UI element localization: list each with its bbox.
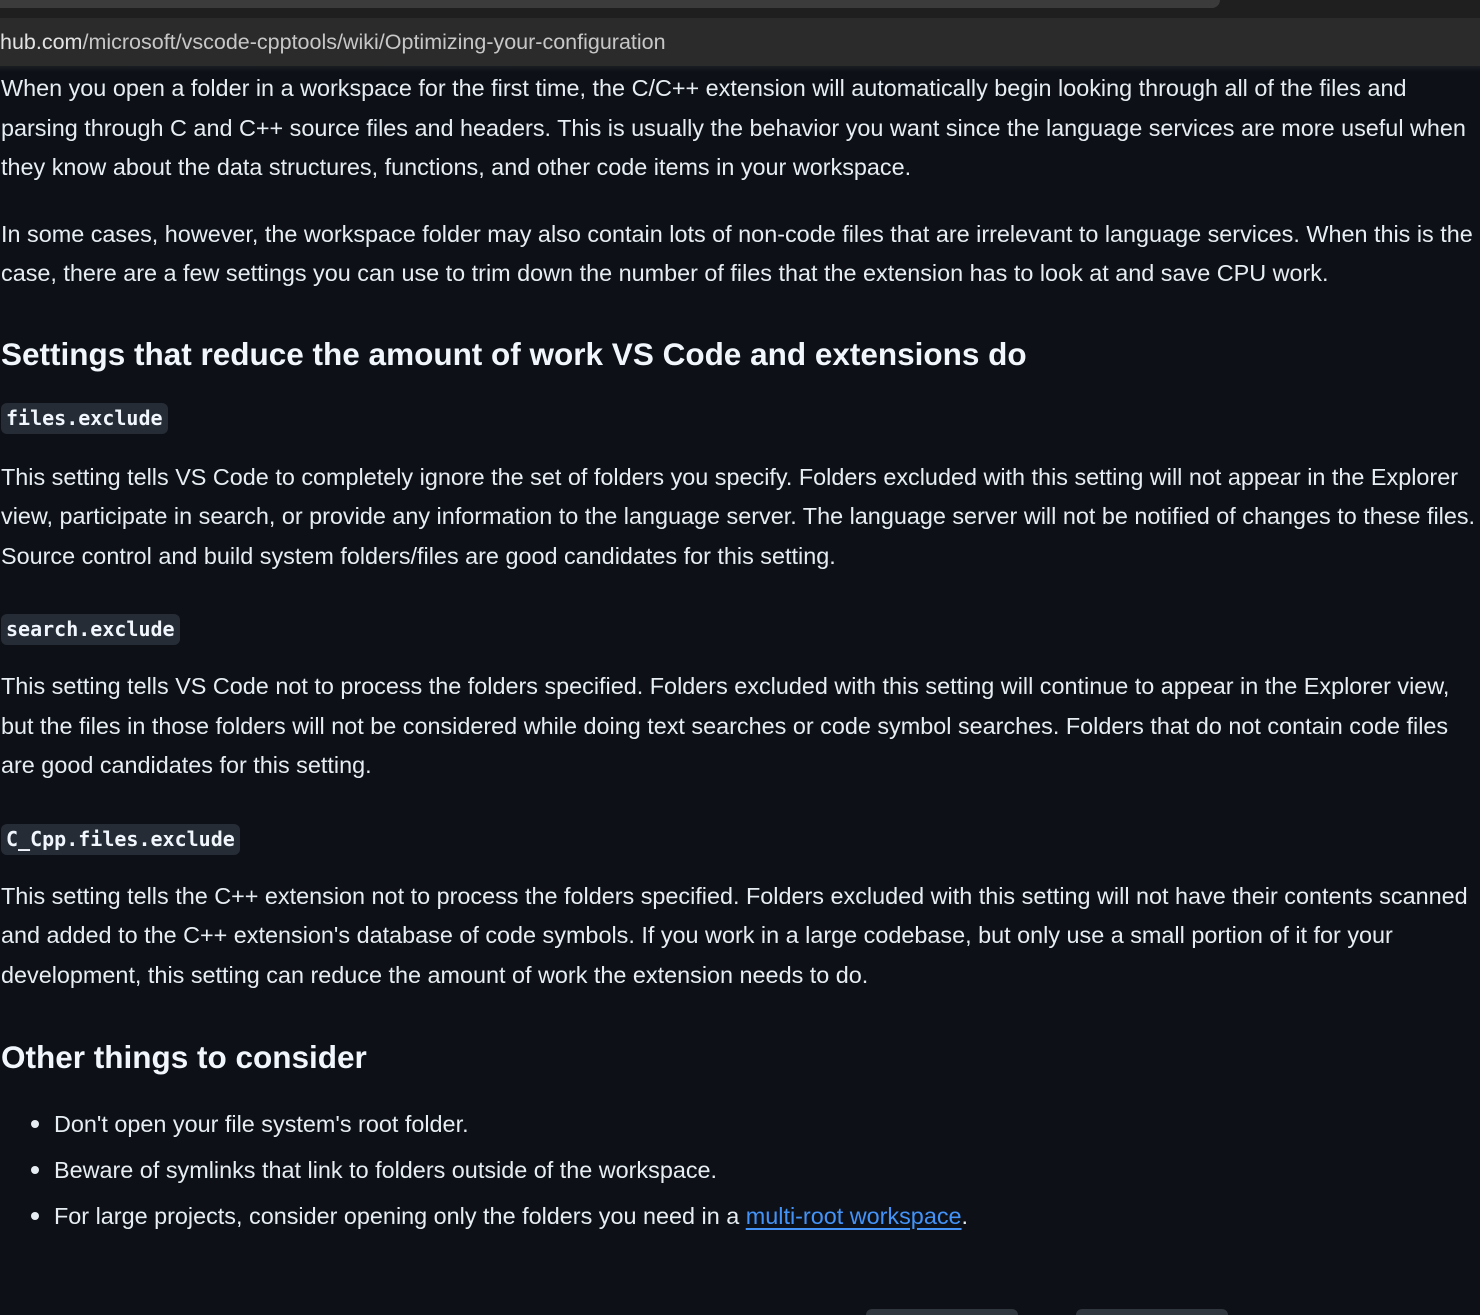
setting-name-cpp-files-exclude — [1, 823, 1477, 854]
other-things-list — [1, 1101, 1477, 1239]
intro-paragraph-2: In some cases, however, the workspace folder may also contain lots of non-code files that are irrelevant to language services. When this is the case, there are a few settings you can use to trim down the number of files that the extension has to look at and save CPU work. — [1, 220, 1473, 286]
url-host: hub.com — [0, 30, 83, 54]
browser-tab-strip — [0, 0, 1480, 18]
list-item: Beware of symlinks that link to folders outside of the workspace. — [54, 1147, 1477, 1193]
partial-button[interactable] — [1076, 1309, 1228, 1315]
multi-root-workspace-link[interactable]: multi-root workspace — [745, 1203, 962, 1229]
wiki-article-body — [1, 69, 1477, 1239]
code-search-exclude: search.exclude — [1, 614, 180, 645]
setting-name-files-exclude — [1, 402, 1477, 433]
setting-description-cpp-files-exclude: This setting tells the C++ extension not to process the folders specified. Folders excluded with this setting will not have their contents scanned and added to the C++ extension's database of code symbols. If you work in a large codebase, but only use a small portion of it for your development, this setting can reduce the amount of work the extension needs to do. — [1, 882, 1468, 988]
list-item-period: . — [961, 1203, 969, 1229]
setting-description-search-exclude: This setting tells VS Code not to process the folders specified. Folders excluded with this setting will continue to appear in the Explorer view, but the files in those folders will not be considered while doing text searches or code symbol searches. Folders that do not contain code files are good candidates for this setting. — [1, 673, 1450, 778]
code-files-exclude: files.exclude — [1, 403, 168, 434]
setting-name-search-exclude — [1, 613, 1477, 644]
code-cpp-files-exclude: C_Cpp.files.exclude — [1, 824, 240, 855]
setting-description-files-exclude: This setting tells VS Code to completely ignore the set of folders you specify. Folders excluded with this setting will not appear in the Explorer view, participate in search, or provide any information to the language server. The language server will not be notified of changes to these files. Source control and build system folders/files are good candidates for this setting. — [1, 463, 1476, 569]
section-heading-settings: Settings that reduce the amount of work VS Code and extensions do — [1, 335, 1027, 372]
list-item: Don't open your file system's root folder. — [54, 1101, 1477, 1147]
address-url[interactable] — [0, 29, 666, 55]
address-bar[interactable] — [0, 18, 1480, 66]
list-item-text: For large projects, consider opening only the folders you need in a — [54, 1203, 746, 1229]
partial-button[interactable] — [866, 1309, 1018, 1315]
section-heading-other: Other things to consider — [1, 1039, 367, 1075]
url-path: /microsoft/vscode-cpptools/wiki/Optimizing-your-configuration — [82, 30, 666, 54]
intro-paragraph-1: When you open a folder in a workspace for the first time, the C/C++ extension will automatically begin looking through all of the files and parsing through C and C++ source files and headers. This is usually the behavior you want since the language services are more useful when they know about the data structures, functions, and other code items in your workspace. — [1, 75, 1466, 180]
list-item — [54, 1193, 1477, 1239]
active-browser-tab[interactable] — [0, 0, 1220, 8]
